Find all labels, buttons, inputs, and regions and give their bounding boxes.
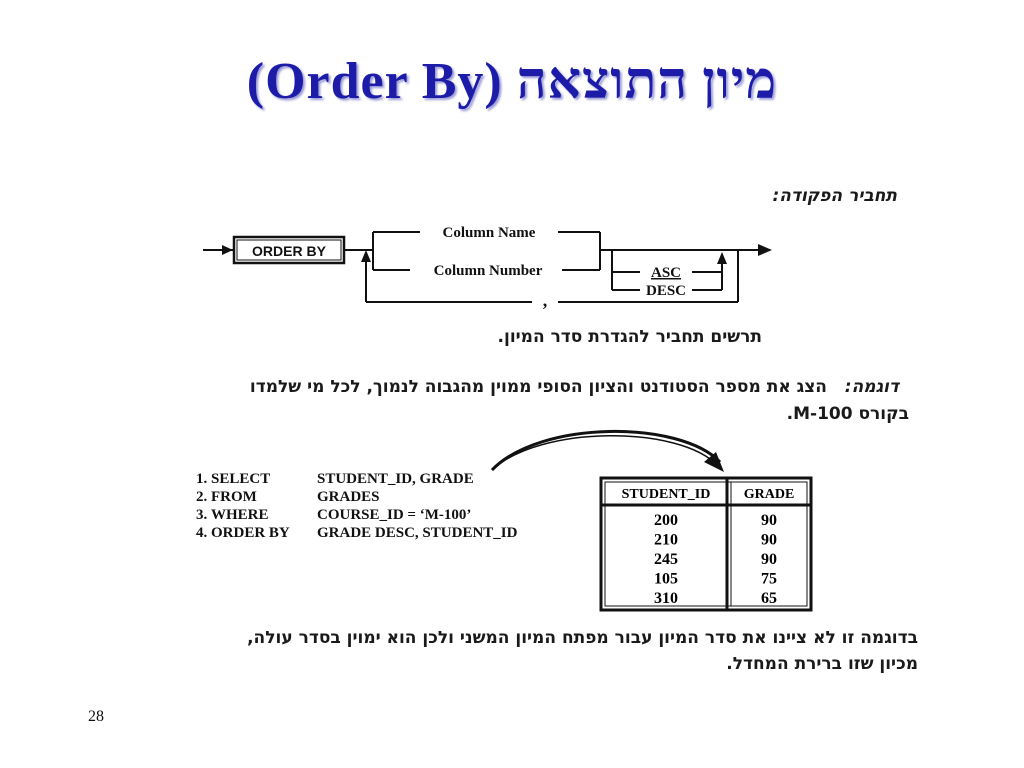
desc-label: DESC: [645, 283, 687, 299]
column-name-label: Column Name: [442, 225, 536, 241]
sql-line-1: 1. SELECT STUDENT_ID, GRADE: [196, 471, 474, 487]
example-label: דוגמה:: [844, 377, 899, 397]
example-text: הצג את מספר הסטודנט והציון הסופי ממוין מהגבוה לנמוך, לכל מי שלמדו: [249, 377, 827, 397]
table-cell: 210: [654, 531, 678, 549]
syntax-heading: תחביר הפקודה:: [772, 186, 897, 206]
table-cell: 90: [761, 531, 777, 549]
note-line-2: מכיון שזו ברירת המחדל.: [726, 654, 918, 674]
table-cell: 90: [761, 512, 777, 529]
table-cell: 90: [761, 551, 777, 568]
table-cell: 65: [761, 590, 777, 607]
sql-line-2: 2. FROM GRADES: [196, 489, 380, 505]
order-by-box-label: ORDER BY: [252, 243, 326, 259]
slide-title: (Order By) מיון התוצאה: [246, 53, 778, 110]
table-header-cell: STUDENT_ID: [621, 487, 711, 502]
curved-arrow: [492, 431, 720, 470]
column-number-label: Column Number: [433, 263, 543, 279]
asc-label: ASC: [650, 265, 682, 281]
table-header-cell: GRADE: [743, 487, 795, 502]
note-line-1: בדוגמה זו לא ציינו את סדר המיון עבור מפתח המיון המשני ולכן הוא ימוין בסדר עולה,: [247, 628, 918, 648]
table-cell: 75: [761, 570, 777, 588]
comma-label: ,: [542, 290, 548, 310]
sql-line-3: 3. WHERE COURSE_ID = ‘M-100’: [196, 507, 472, 523]
diagram-caption: תרשים תחביר להגדרת סדר המיון.: [497, 327, 762, 347]
sql-line-4: 4. ORDER BY GRADE DESC, STUDENT_ID: [196, 525, 518, 541]
table-cell: 245: [654, 551, 678, 568]
table-cell: 310: [654, 590, 678, 607]
example-text-cont: בקורס M-100.: [786, 404, 909, 424]
table-cell: 105: [654, 570, 678, 588]
page-number: 28: [88, 708, 104, 725]
table-cell: 200: [654, 512, 678, 529]
